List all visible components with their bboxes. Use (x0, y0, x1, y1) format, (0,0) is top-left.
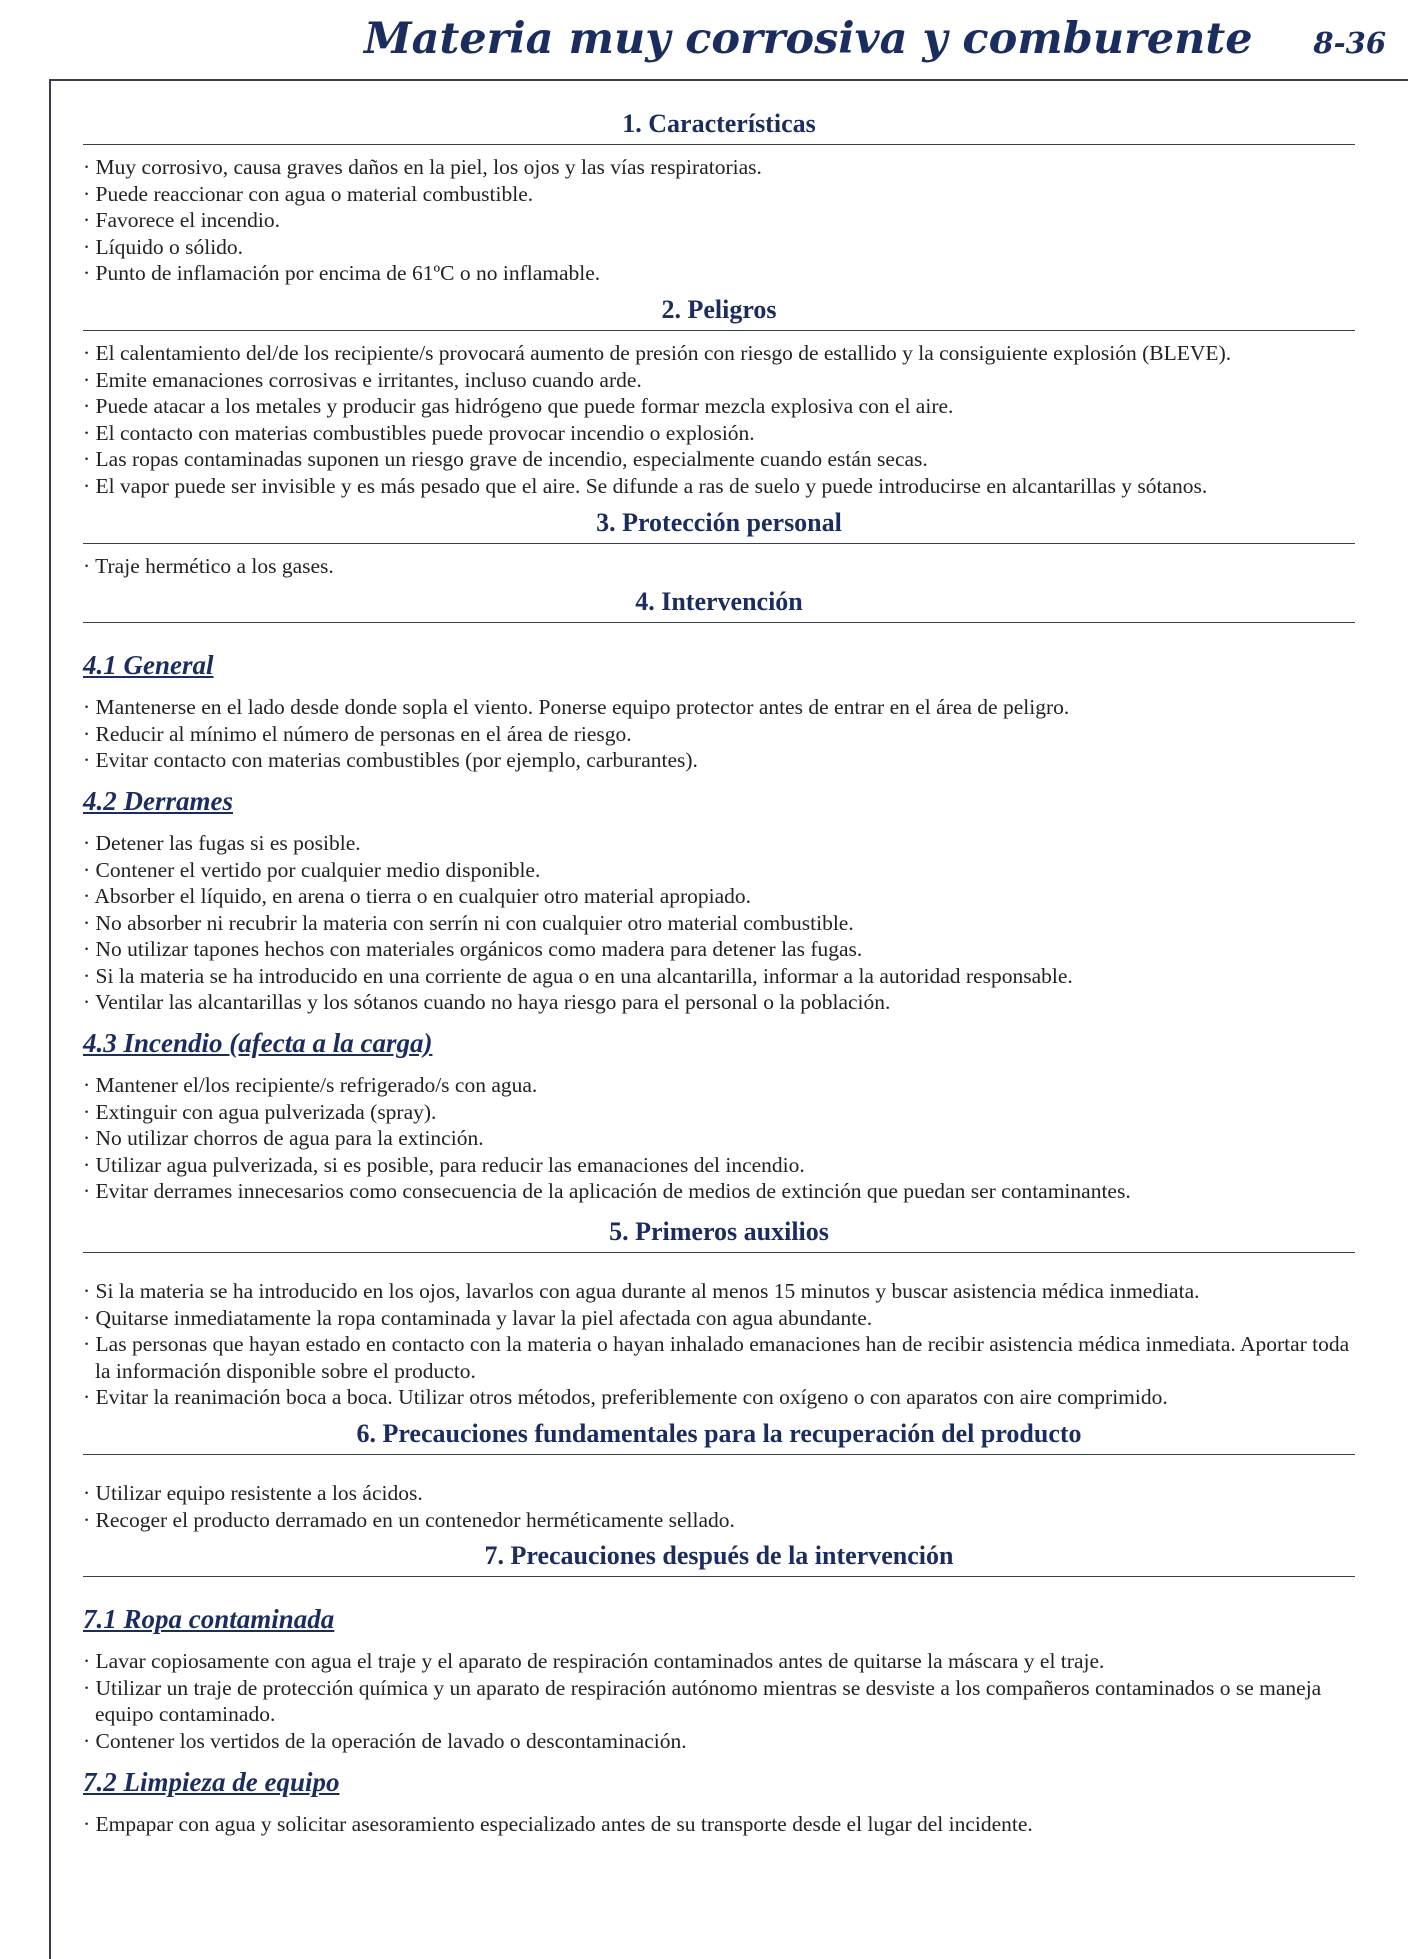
section-title: 1. Características (83, 107, 1355, 145)
list-item: · El calentamiento del/de los recipiente/s provocará aumento de presión con riesgo de estallido y la consiguiente explosión (BLEVE). (83, 340, 1232, 365)
list-item: · No utilizar tapones hechos con materiales orgánicos como madera para detener las fugas. (83, 937, 863, 962)
list-item: · Ventilar las alcantarillas y los sótanos cuando no haya riesgo para el personal o la población. (83, 990, 891, 1015)
list-item: · Las personas que hayan estado en contacto con la materia o hayan inhalado emanaciones han de recibir asistencia médica inmediata. Aportar toda la información disponible sobre el producto. (83, 1332, 1350, 1383)
section-primeros-auxilios (83, 1215, 1355, 1411)
section-peligros (83, 293, 1355, 500)
subsection-title: 4.2 Derrames (83, 785, 233, 816)
list-item: · Las ropas contaminadas suponen un riesgo grave de incendio, especialmente cuando están secas. (83, 447, 928, 472)
list-item: · Muy corrosivo, causa graves daños en la piel, los ojos y las vías respiratorias. (83, 155, 762, 179)
section-caracteristicas (83, 107, 1355, 287)
list-item: · Detener las fugas si es posible. (83, 830, 361, 855)
list-item: · El contacto con materias combustibles puede provocar incendio o explosión. (83, 420, 755, 445)
document-body (83, 107, 1355, 1847)
section-title: 2. Peligros (83, 293, 1355, 331)
list-item: · Contener los vertidos de la operación de lavado o descontaminación. (83, 1728, 687, 1753)
page-number: 8-36 (1313, 26, 1386, 60)
list-item: · Evitar contacto con materias combustibles (por ejemplo, carburantes). (83, 748, 698, 773)
list-item: · Lavar copiosamente con agua el traje y el aparato de respiración contaminados antes de quitarse la máscara y el traje. (83, 1649, 1105, 1674)
subsection-title: 4.3 Incendio (afecta a la carga) (83, 1028, 433, 1059)
list-item: · Utilizar agua pulverizada, si es posible, para reducir las emanaciones del incendio. (83, 1152, 805, 1177)
list-item: · Líquido o sólido. (83, 234, 244, 259)
subsection-general (83, 648, 1355, 774)
list-item: · Evitar derrames innecesarios como consecuencia de la aplicación de medios de extinción que puedan ser contaminantes. (83, 1179, 1131, 1204)
list-item: · Puede atacar a los metales y producir gas hidrógeno que puede formar mezcla explosiva con el aire. (83, 394, 954, 419)
section-title: 6. Precauciones fundamentales para la recuperación del producto (83, 1417, 1355, 1455)
section-precauciones-recuperacion (83, 1417, 1355, 1533)
list-item: · Contener el vertido por cualquier medio disponible. (83, 857, 541, 882)
list-item: · Mantener el/los recipiente/s refrigerado/s con agua. (83, 1073, 538, 1098)
subsection-limpieza-equipo (83, 1765, 1355, 1838)
list-item: · No utilizar chorros de agua para la extinción. (83, 1126, 484, 1151)
list-item: · Evitar la reanimación boca a boca. Utilizar otros métodos, preferiblemente con oxígeno o con aparatos con aire comprimido. (83, 1385, 1168, 1410)
section-title: 4. Intervención (83, 585, 1355, 623)
list-item: · Extinguir con agua pulverizada (spray). (83, 1099, 437, 1124)
list-item: · Quitarse inmediatamente la ropa contaminada y lavar la piel afectada con agua abundante. (83, 1305, 873, 1330)
subsection-ropa-contaminada (83, 1602, 1355, 1754)
section-title: 5. Primeros auxilios (83, 1215, 1355, 1253)
list-item: · Traje hermético a los gases. (83, 553, 334, 578)
list-item: · Absorber el líquido, en arena o tierra o en cualquier otro material apropiado. (83, 884, 752, 909)
page-title: Materia muy corrosiva y comburente (364, 14, 1253, 64)
list-item: · No absorber ni recubrir la materia con serrín ni con cualquier otro material combustible. (83, 910, 854, 935)
subsection-title: 4.1 General (83, 650, 214, 681)
subsection-incendio (83, 1026, 1355, 1205)
list-item: · Si la materia se ha introducido en los ojos, lavarlos con agua durante al menos 15 minutos y buscar asistencia médica inmediata. (83, 1279, 1200, 1304)
section-precauciones-despues (83, 1539, 1355, 1837)
list-item: · Empapar con agua y solicitar asesoramiento especializado antes de su transporte desde el lugar del incidente. (83, 1811, 1033, 1836)
list-item: · Favorece el incendio. (83, 208, 280, 233)
section-title: 3. Protección personal (83, 506, 1355, 544)
subsection-title: 7.2 Limpieza de equipo (83, 1766, 340, 1797)
list-item: · El vapor puede ser invisible y es más pesado que el aire. Se difunde a ras de suelo y puede introducirse en alcantarillas y sótanos. (83, 473, 1208, 498)
list-item: · Si la materia se ha introducido en una corriente de agua o en una alcantarilla, informar a la autoridad responsable. (83, 963, 1073, 988)
section-title: 7. Precauciones después de la intervención (83, 1539, 1355, 1577)
list-item: · Utilizar un traje de protección química y un aparato de respiración autónomo mientras se desviste a los compañeros contaminados o se maneja equipo contaminado. (83, 1675, 1322, 1727)
list-item: · Mantenerse en el lado desde donde sopla el viento. Ponerse equipo protector antes de entrar en el área de peligro. (83, 695, 1070, 720)
section-proteccion-personal (83, 506, 1355, 580)
list-item: · Puede reaccionar con agua o material combustible. (83, 181, 534, 206)
subsection-title: 7.1 Ropa contaminada (83, 1604, 335, 1635)
list-item: · Utilizar equipo resistente a los ácidos. (83, 1481, 423, 1505)
list-item: · Recoger el producto derramado en un contenedor herméticamente sellado. (83, 1507, 735, 1532)
section-intervencion (83, 585, 1355, 1205)
list-item: · Reducir al mínimo el número de personas en el área de riesgo. (83, 721, 632, 746)
subsection-derrames (83, 784, 1355, 1016)
list-item: · Emite emanaciones corrosivas e irritantes, incluso cuando arde. (83, 367, 642, 392)
list-item: · Punto de inflamación por encima de 61ºC o no inflamable. (83, 261, 601, 286)
